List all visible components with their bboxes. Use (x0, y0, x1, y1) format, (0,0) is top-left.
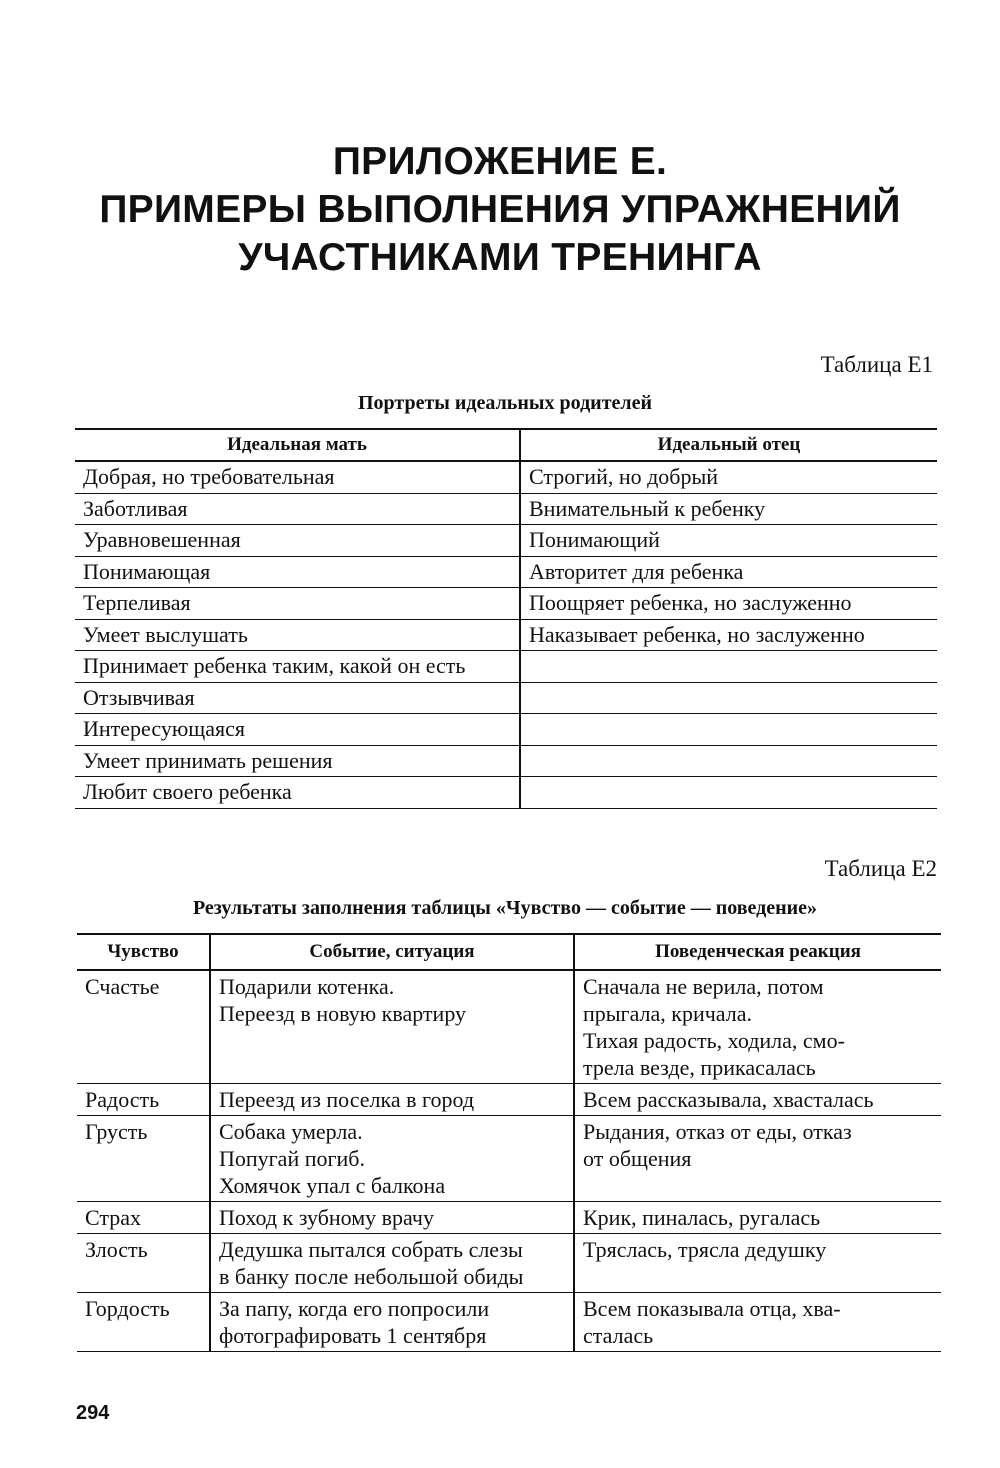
mother-trait-cell: Любит своего ребенка (75, 777, 520, 809)
mother-trait-cell: Принимает ребенка таким, какой он есть (75, 651, 520, 683)
table-row (75, 493, 937, 525)
mother-trait-cell: Терпеливая (75, 588, 520, 620)
reaction-cell (574, 1293, 941, 1352)
feeling-cell: Грусть (77, 1116, 210, 1202)
table-row (75, 682, 937, 714)
table-row (77, 1116, 941, 1202)
event-cell-line: в банку после небольшой обиды (219, 1264, 524, 1289)
page-title (0, 138, 1000, 282)
mother-trait-cell: Интересующаяся (75, 714, 520, 746)
reaction-cell-line: Всем показывала отца, хва- (583, 1296, 841, 1321)
title-line-2: ПРИМЕРЫ ВЫПОЛНЕНИЯ УПРАЖНЕНИЙ (99, 188, 901, 231)
parents-portrait-table (75, 428, 937, 809)
table-row (75, 461, 937, 493)
table-row (77, 1084, 941, 1116)
event-cell-line: Дедушка пытался собрать слезы (219, 1237, 523, 1262)
father-trait-cell: Наказывает ребенка, но заслуженно (520, 619, 937, 651)
reaction-cell-line: от общения (583, 1146, 692, 1171)
reaction-cell-line: Сначала не верила, потом (583, 974, 824, 999)
event-cell (210, 970, 574, 1084)
reaction-cell-line: трела везде, прикасалась (583, 1055, 816, 1080)
event-cell (210, 1293, 574, 1352)
reaction-cell-line: Всем рассказывала, хвасталась (583, 1087, 874, 1112)
mother-trait-cell: Заботливая (75, 493, 520, 525)
event-cell (210, 1234, 574, 1293)
table-row (75, 588, 937, 620)
table-row (75, 556, 937, 588)
reaction-cell (574, 1116, 941, 1202)
father-trait-cell (520, 745, 937, 777)
event-cell-line: Поход к зубному врачу (219, 1205, 434, 1230)
father-trait-cell (520, 651, 937, 683)
reaction-cell (574, 1084, 941, 1116)
table1-heading: Портреты идеальных родителей (357, 392, 653, 414)
mother-trait-cell: Добрая, но требовательная (75, 461, 520, 493)
father-trait-cell: Понимающий (520, 525, 937, 557)
father-trait-cell (520, 682, 937, 714)
father-trait-cell (520, 714, 937, 746)
table2-heading: Результаты заполнения таблицы «Чувство — событие — поведение» (192, 897, 818, 919)
mother-trait-cell: Умеет выслушать (75, 619, 520, 651)
event-cell (210, 1084, 574, 1116)
feeling-cell: Страх (77, 1202, 210, 1234)
title-line-1: ПРИЛОЖЕНИЕ Е. (332, 140, 668, 183)
event-cell-line: Попугай погиб. (219, 1146, 365, 1171)
reaction-cell-line: Тряслась, трясла дедушку (583, 1237, 827, 1262)
header-feeling: Чувство (77, 934, 210, 970)
father-trait-cell (520, 777, 937, 809)
mother-trait-cell: Уравновешенная (75, 525, 520, 557)
table1-caption: Таблица Е1 (820, 352, 933, 377)
event-cell-line: За папу, когда его попросили (219, 1296, 490, 1321)
reaction-cell-line: сталась (583, 1323, 654, 1348)
table-row (75, 745, 937, 777)
reaction-cell-line: прыгала, кричала. (583, 1001, 753, 1026)
event-cell (210, 1116, 574, 1202)
event-cell-line: фотографировать 1 сентября (219, 1323, 487, 1348)
event-cell-line: Хомячок упал с балкона (219, 1173, 446, 1198)
reaction-cell (574, 1202, 941, 1234)
reaction-cell (574, 1234, 941, 1293)
header-ideal-father: Идеальный отец (520, 429, 937, 461)
table-row (75, 525, 937, 557)
reaction-cell (574, 970, 941, 1084)
table-row (75, 651, 937, 683)
table-header-row (75, 429, 937, 461)
title-line-3: УЧАСТНИКАМИ ТРЕНИНГА (238, 236, 762, 279)
mother-trait-cell: Отзывчивая (75, 682, 520, 714)
father-trait-cell: Строгий, но добрый (520, 461, 937, 493)
feeling-event-behavior-table (77, 933, 941, 1352)
table-row (75, 714, 937, 746)
feeling-cell: Счастье (77, 970, 210, 1084)
table-header-row (77, 934, 941, 970)
event-cell-line: Собака умерла. (219, 1119, 363, 1144)
event-cell (210, 1202, 574, 1234)
table2-caption: Таблица Е2 (824, 856, 937, 881)
page-number: 294 (76, 1402, 110, 1424)
table-row (77, 1293, 941, 1352)
reaction-cell-line: Рыдания, отказ от еды, отказ (583, 1119, 852, 1144)
table-row (75, 619, 937, 651)
mother-trait-cell: Понимающая (75, 556, 520, 588)
event-cell-line: Подарили котенка. (219, 974, 395, 999)
table-row (75, 777, 937, 809)
reaction-cell-line: Тихая радость, ходила, смо- (583, 1028, 845, 1053)
father-trait-cell: Авторитет для ребенка (520, 556, 937, 588)
event-cell-line: Переезд в новую квартиру (219, 1001, 467, 1026)
feeling-cell: Злость (77, 1234, 210, 1293)
event-cell-line: Переезд из поселка в город (219, 1087, 475, 1112)
header-event: Событие, ситуация (210, 934, 574, 970)
header-reaction: Поведенческая реакция (574, 934, 941, 970)
table-row (77, 1202, 941, 1234)
father-trait-cell: Внимательный к ребенку (520, 493, 937, 525)
header-ideal-mother: Идеальная мать (75, 429, 520, 461)
feeling-cell: Радость (77, 1084, 210, 1116)
table-row (77, 1234, 941, 1293)
father-trait-cell: Поощряет ребенка, но заслуженно (520, 588, 937, 620)
mother-trait-cell: Умеет принимать решения (75, 745, 520, 777)
reaction-cell-line: Крик, пиналась, ругалась (583, 1205, 821, 1230)
table-row (77, 970, 941, 1084)
feeling-cell: Гордость (77, 1293, 210, 1352)
